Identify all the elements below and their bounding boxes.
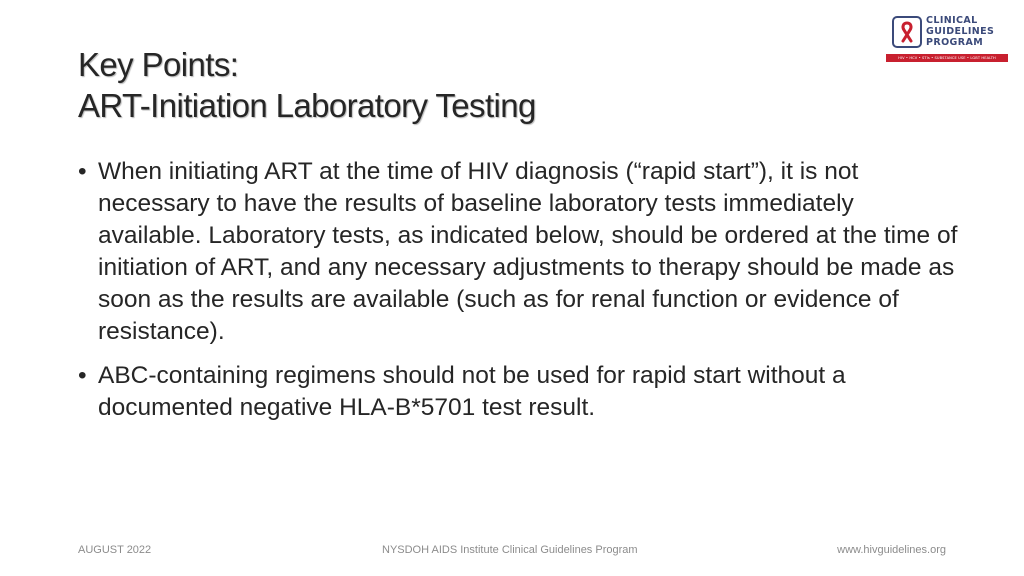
bullet-text: ABC-containing regimens should not be used for rapid start without a documented negative HLA-B*5701 test result. [98,362,846,421]
title-line-2: ART-Initiation Laboratory Testing [78,87,536,124]
slide-title [78,44,838,126]
footer-website: www.hivguidelines.org [837,544,946,556]
bullet-item [78,360,958,424]
bullet-marker: • [78,158,87,185]
clinical-guidelines-program-logo [886,14,1008,64]
footer-date: AUGUST 2022 [78,544,152,556]
logo-line-3: PROGRAM [926,37,984,48]
logo-line-1: CLINICAL [926,15,978,26]
title-line-1: Key Points: [78,46,239,83]
logo-tagline-band: HIV • HCV • STIs • SUBSTANCE USE • LGBT HEALTH [886,54,1008,62]
logo-line-2: GUIDELINES [926,26,995,37]
footer-organization: NYSDOH AIDS Institute Clinical Guidelines Program [382,544,638,556]
logo-wordmark [926,15,994,48]
bullet-item [78,156,958,348]
red-ribbon-icon [892,16,922,48]
bullet-text: When initiating ART at the time of HIV diagnosis (“rapid start”), it is not necessary to have the results of baseline laboratory tests immediately available. Laboratory tests, as indicated below, should be ordered at the time of initiation of ART, and any necessary adjustments to therapy should be made as soon as the results are available (such as for renal function or evidence of resistance). [98,158,958,345]
bullet-marker: • [78,362,87,389]
key-points-list [78,156,958,436]
